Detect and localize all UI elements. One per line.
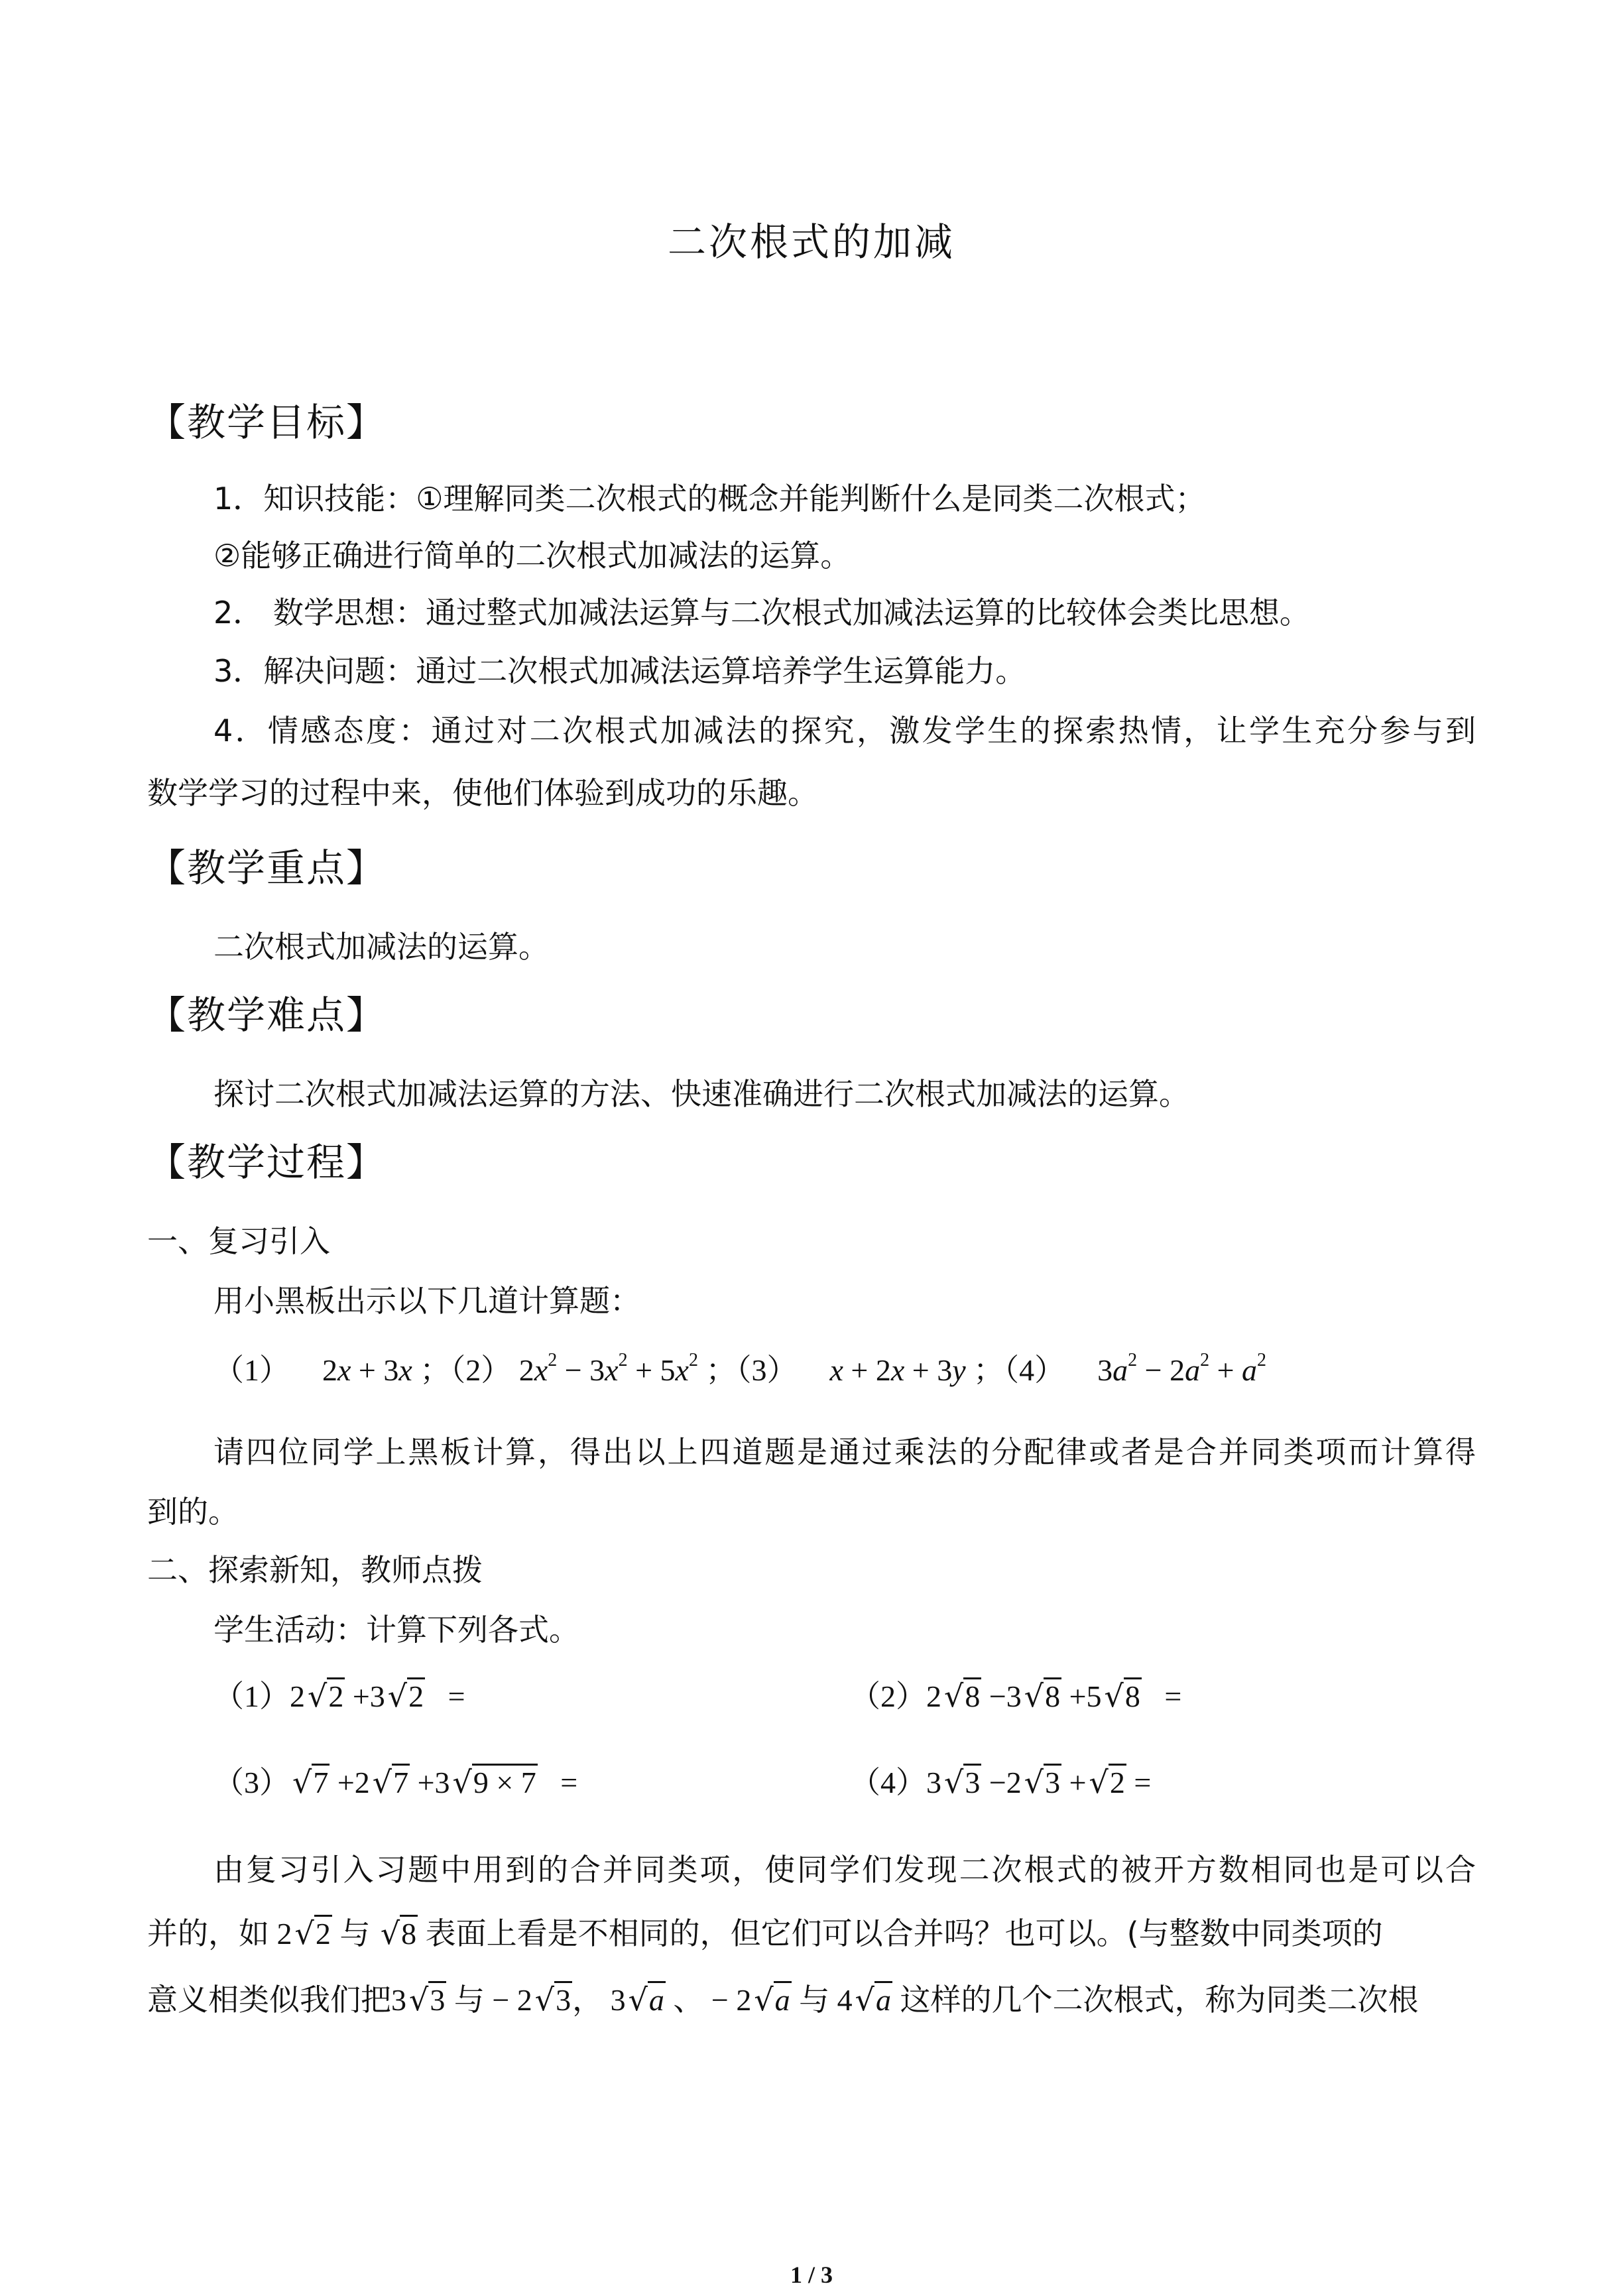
objective-4a: 4．情感态度：通过对二次根式加减法的探究，激发学生的探索热情，让学生充分参与到: [213, 713, 1476, 749]
difficulties-text: 探讨二次根式加减法运算的方法、快速准确进行二次根式加减法的运算。: [213, 1076, 1189, 1112]
review-p4: $3a^2 - 2a^2 + a^2$: [1097, 1350, 1267, 1387]
page-number: 1 / 3: [790, 2262, 833, 2288]
paragraph-b-part3: 表面上看是不相同的，但它们可以合并吗？也可以。(与整数中同类项的: [425, 1915, 1383, 1951]
review-problems: [213, 1341, 1266, 1390]
exercise-4: （4）3√ 3 −2√ 3 +√ 2 =: [850, 1762, 1151, 1803]
paragraph-a: 由复习引入习题中用到的合并同类项，使同学们发现二次根式的被开方数相同也是可以合: [213, 1852, 1476, 1888]
paragraph-c-math4: − 2√ a: [703, 1983, 799, 2017]
paragraph-c-part4: 、: [673, 1982, 704, 2018]
review-p2-label: ；（2）: [420, 1353, 512, 1387]
paragraph-b-part2: 与: [339, 1915, 371, 1951]
exercise-4-label: （4）: [850, 1766, 926, 1799]
heading-difficulties: 【教学难点】: [147, 993, 387, 1038]
exercise-2: （2）2√ 8 −3√ 8 +5√ 8 =: [850, 1676, 1181, 1717]
paragraph-b-part1: 并的，如: [147, 1915, 269, 1951]
exercise-1: （1）2√ 2 +3√ 2 =: [213, 1676, 465, 1717]
section-1-heading: 一、复习引入: [147, 1223, 330, 1259]
review-p3: x + 2x + 3y: [829, 1353, 966, 1387]
section-1-after-a: 请四位同学上黑板计算，得出以上四道题是通过乘法的分配律或者是合并同类项而计算得: [213, 1434, 1476, 1470]
review-p1: 2x + 3x: [322, 1353, 412, 1387]
paragraph-b: [147, 1913, 1383, 1954]
paragraph-c: [147, 1980, 1418, 2020]
review-p3-label: ；（3）: [705, 1353, 798, 1387]
key-points-text: 二次根式加减法的运算。: [213, 929, 549, 965]
paragraph-c-math2: − 2√ 3: [485, 1983, 572, 2017]
heading-process: 【教学过程】: [147, 1140, 387, 1185]
objective-4b: 数学学习的过程中来，使他们体验到成功的乐趣。: [147, 775, 818, 811]
paragraph-b-math1: 2√ 2: [269, 1917, 339, 1951]
section-1-after-b: 到的。: [147, 1494, 239, 1530]
objective-1b: ②能够正确进行简单的二次根式加减法的运算。: [213, 538, 851, 574]
paragraph-c-math1: 3√ 3: [391, 1983, 454, 2017]
objective-3: 3．解决问题：通过二次根式加减法运算培养学生运算能力。: [213, 653, 1026, 689]
heading-objectives: 【教学目标】: [147, 400, 387, 445]
section-2-heading: 二、探索新知，教师点拨: [147, 1552, 483, 1588]
paragraph-c-math5: 4√ a: [829, 1983, 900, 2017]
objective-1a: 1．知识技能：①理解同类二次根式的概念并能判断什么是同类二次根式；: [213, 481, 1206, 516]
review-p1-label: （1）: [213, 1353, 290, 1387]
review-p4-label: ；（4）: [973, 1353, 1065, 1387]
paragraph-c-part2: 与: [453, 1982, 485, 2018]
heading-key-points: 【教学重点】: [147, 845, 387, 890]
exercise-3-label: （3）: [213, 1766, 290, 1799]
paragraph-c-part5: 与: [799, 1982, 830, 2018]
paragraph-b-math2: √ 8: [370, 1917, 425, 1951]
paragraph-c-math3: 3√ a: [603, 1983, 673, 2017]
objective-2: 2． 数学思想：通过整式加减法运算与二次根式加减法运算的比较体会类比思想。: [213, 595, 1310, 631]
section-1-intro: 用小黑板出示以下几道计算题：: [213, 1283, 640, 1319]
activity-text: 学生活动：计算下列各式。: [213, 1612, 579, 1648]
page-title: 二次根式的加减: [667, 219, 955, 265]
paragraph-c-part1: 意义相类似我们把: [147, 1982, 391, 2018]
paragraph-c-part6: 这样的几个二次根式，称为同类二次根: [900, 1982, 1419, 2018]
exercise-1-label: （1）: [213, 1679, 290, 1713]
paragraph-c-part3: ，: [572, 1982, 603, 2018]
review-p2: $2x^2 - 3x^2 + 5x^2$: [518, 1350, 698, 1387]
exercise-3: （3）√ 7 +2√ 7 +3√ 9 × 7 =: [213, 1762, 577, 1803]
exercise-2-label: （2）: [850, 1679, 926, 1713]
